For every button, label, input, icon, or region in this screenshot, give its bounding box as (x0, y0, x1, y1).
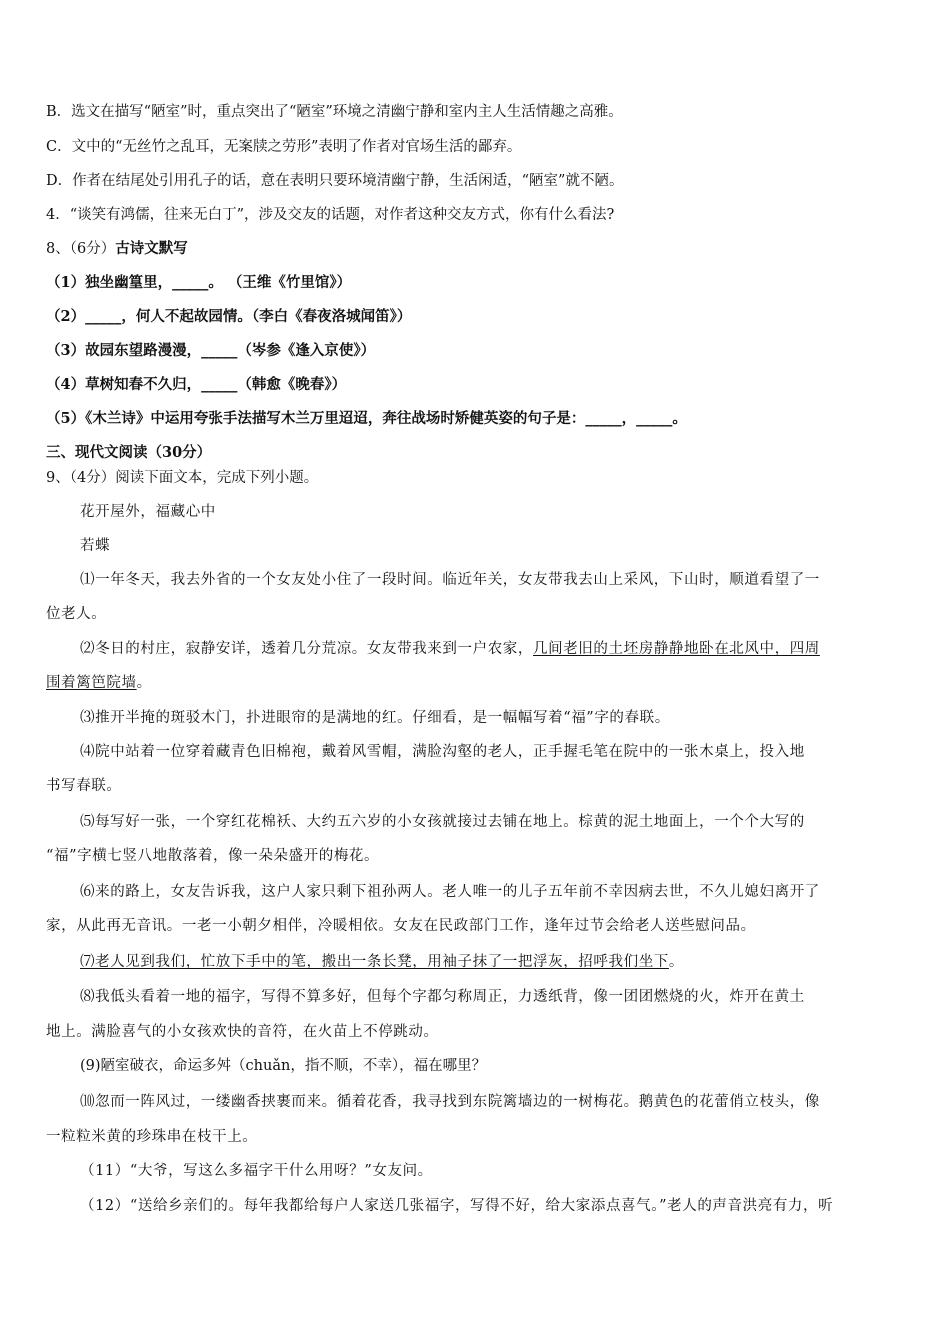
paragraph-10: ⑽忽而一阵风过，一缕幽香挟裹而来。循着花香，我寻找到东院篱墙边的一树梅花。鹅黄色的花蕾俏立枝头，像 (80, 1094, 820, 1110)
paragraph-6: ⑹来的路上，女友告诉我，这户人家只剩下祖孙两人。老人唯一的儿子五年前不幸因病去世，不久儿媳妇离开了 (80, 884, 820, 900)
paragraph-1: ⑴一年冬天，我去外省的一个女友处小住了一段时间。临近年关，女友带我去山上采风，下山时，顺道看望了一 (80, 572, 820, 588)
paragraph-2-underlined-cont: 围着篱笆院墙 (46, 675, 137, 691)
paragraph-7 (80, 952, 906, 972)
paragraph-7-underlined: ⑺老人见到我们，忙放下手中的笔，搬出一条长凳，用袖子抹了一把浮灰，招呼我们坐下 (80, 954, 669, 970)
paragraph-12: （12）“送给乡亲们的。每年我都给每户人家送几张福字，写得不好，给大家添点喜气。”老人的声音洪亮有力，听 (80, 1198, 834, 1214)
paragraph-10-cont: 一粒粒米黄的珍珠串在枝干上。 (46, 1129, 258, 1145)
paragraph-2-underlined: 几间老旧的土坯房静静地卧在北风中，四周 (533, 641, 820, 657)
paragraph-7-end: 。 (668, 954, 685, 970)
paragraph-2-text: ⑵冬日的村庄，寂静安详，透着几分荒凉。女友带我来到一户农家， (80, 641, 533, 657)
paragraph-8-cont: 地上。满脸喜气的小女孩欢快的音符，在火苗上不停跳动。 (46, 1024, 439, 1040)
question-8-item: （4）草树知春不久归，_____（韩愈《晚春》） (46, 376, 347, 393)
question-8-item: （2）_____，何人不起故园情。（李白《春夜洛城闻笛》） (46, 308, 412, 325)
option-b: B．选文在描写“陋室”时，重点突出了“陋室”环境之清幽宁静和室内主人生活情趣之高雅。 (46, 104, 623, 120)
paragraph-8: ⑻我低头看着一地的福字，写得不算多好，但每个字都匀称周正，力透纸背，像一团团燃烧的火，炸开在黄土 (80, 989, 805, 1005)
question-8-item: （3）故园东望路漫漫，_____（岑参《逢入京使》） (46, 342, 376, 359)
option-c: C．文中的“无丝竹之乱耳，无案牍之劳形”表明了作者对官场生活的鄙弃。 (46, 139, 522, 155)
paragraph-3: ⑶推开半掩的斑驳木门，扑进眼帘的是满地的红。仔细看，是一幅幅写着“福”字的春联。 (80, 710, 670, 726)
question-4: 4．“谈笑有鸿儒，往来无白丁”，涉及交友的话题，对作者这种交友方式，你有什么看法? (46, 207, 615, 223)
paragraph-5: ⑸每写好一张，一个穿红花棉袄、大约五六岁的小女孩就接过去铺在地上。棕黄的泥土地面上，一个个大写的 (80, 814, 805, 830)
paragraph-9: (9)陋室破衣，命运多舛（chuǎn，指不顺，不幸），福在哪里？ (80, 1058, 487, 1074)
question-8-item: （1）独坐幽篁里，_____。 （王维《竹里馆》） (46, 274, 352, 291)
question-9: 9、（4分）阅读下面文本，完成下列小题。 (46, 470, 319, 486)
paragraph-5-cont: “福”字横七竖八地散落着，像一朵朵盛开的梅花。 (46, 848, 380, 864)
paragraph-2 (80, 639, 906, 659)
article-title: 花开屋外，福藏心中 (80, 504, 216, 520)
paragraph-2-end: 。 (136, 675, 152, 691)
paragraph-11: （11）“大爷，写这么多福字干什么用呀？”女友问。 (80, 1163, 433, 1179)
question-8-heading (46, 239, 906, 259)
question-8-item: （5）《木兰诗》中运用夸张手法描写木兰万里迢迢，奔往战场时矫健英姿的句子是：_____，_____。 (46, 410, 687, 427)
paragraph-2-cont (46, 673, 906, 693)
paragraph-4: ⑷院中站着一位穿着藏青色旧棉袍，戴着风雪帽，满脸沟壑的老人，正手握毛笔在院中的一张木桌上，投入地 (80, 744, 805, 760)
option-d: D．作者在结尾处引用孔子的话，意在表明只要环境清幽宁静，生活闲适，“陋室”就不陋。 (46, 173, 624, 189)
paragraph-1-cont: 位老人。 (46, 606, 107, 622)
section-3-heading: 三、现代文阅读（30分） (46, 444, 212, 461)
paragraph-4-cont: 书写春联。 (46, 778, 122, 794)
question-8-prefix: 8、（6分） (46, 241, 116, 257)
question-8-title: 古诗文默写 (115, 240, 188, 257)
article-author: 若蝶 (80, 538, 111, 554)
paragraph-6-cont: 家，从此再无音讯。一老一小朝夕相伴，冷暖相依。女友在民政部门工作，逢年过节会给老人送些慰问品。 (46, 918, 756, 934)
